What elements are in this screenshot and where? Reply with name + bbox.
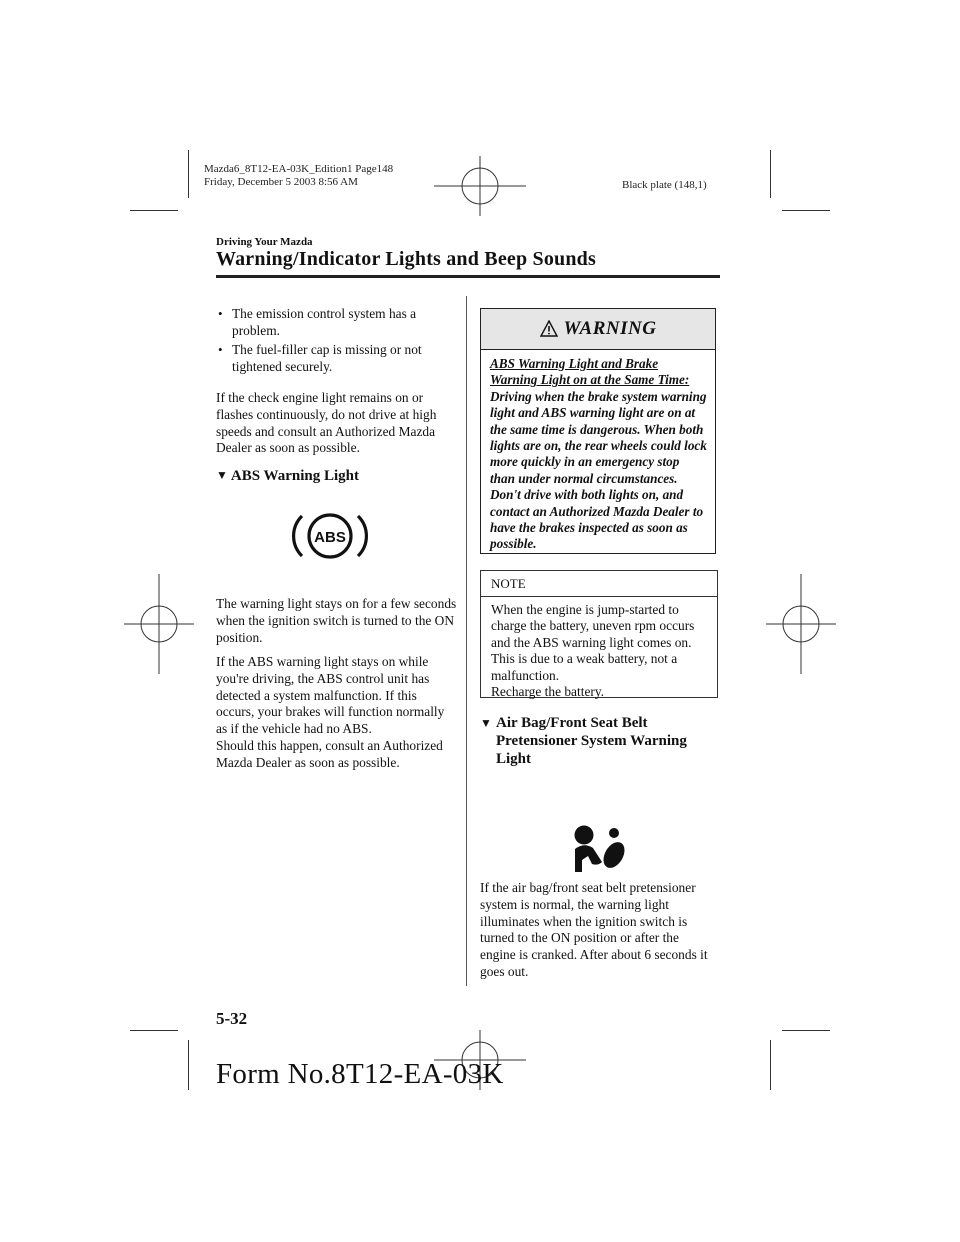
note-title: NOTE (481, 571, 717, 597)
airbag-heading: ▼ Air Bag/Front Seat Belt Pretensioner System Warning Light (480, 715, 687, 767)
airbag-warning-icon (568, 822, 628, 878)
paragraph-abs-malfunction: If the ABS warning light stays on while you're driving, the ABS control unit has detected a system malfunction. If this occurs, your brakes will function normally as if the vehicle had no ABS. Should this happen, consult an Authorized Mazda Dealer as soon as possible. (216, 654, 445, 770)
abs-warning-icon (292, 508, 368, 564)
section-label: Driving Your Mazda (216, 236, 313, 248)
print-meta-file: Mazda6_8T12-EA-03K_Edition1 Page148 (204, 163, 394, 175)
note-box (480, 570, 718, 698)
column-divider (466, 296, 467, 986)
page-title: Warning/Indicator Lights and Beep Sounds (216, 248, 596, 270)
bullet-icon: • (218, 342, 223, 357)
crop-mark (782, 210, 830, 211)
warning-header (481, 309, 715, 350)
triangle-down-icon: ▼ (480, 716, 492, 730)
bullet-icon: • (218, 306, 223, 321)
triangle-down-icon: ▼ (216, 468, 228, 482)
crop-mark (770, 150, 771, 198)
warning-box (480, 308, 716, 554)
list-item: • The fuel-filler cap is missing or not tightened securely. (218, 342, 422, 374)
note-body: When the engine is jump-started to charge the battery, uneven rpm occurs and the ABS warning light comes on. This is due to a weak battery, not a malfunction. Recharge the battery. (491, 602, 695, 700)
page-number: 5-32 (216, 1009, 248, 1028)
registration-mark-top (434, 156, 526, 216)
paragraph-abs-on: The warning light stays on for a few seconds when the ignition switch is turned to the ON position. (216, 596, 457, 645)
print-meta-date: Friday, December 5 2003 8:56 AM (204, 176, 358, 188)
crop-mark (782, 1030, 830, 1031)
registration-mark-right (766, 574, 836, 674)
warning-body (481, 350, 715, 553)
header-rule (216, 275, 720, 278)
paragraph-check-engine: If the check engine light remains on or flashes continuously, do not drive at high speeds and consult an Authorized Mazda Dealer as soon as possible. (216, 390, 437, 456)
registration-mark-left (124, 574, 194, 674)
paragraph-airbag: If the air bag/front seat belt pretensioner system is normal, the warning light illuminates when the ignition switch is turned to the ON position or after the engine is cranked. After about 6 seconds it goes out. (480, 880, 708, 979)
warning-title: WARNING (563, 318, 657, 339)
abs-heading: ▼ ABS Warning Light (216, 468, 359, 484)
crop-mark (130, 210, 178, 211)
warning-triangle-icon (540, 320, 558, 338)
list-item: • The emission control system has a problem. (218, 306, 417, 338)
warning-subtitle: ABS Warning Light and Brake Warning Light on at the Same Time: (490, 356, 690, 388)
crop-mark (188, 150, 189, 198)
warning-text: Driving when the brake system warning light and ABS warning light are on at the same time is dangerous. When both lights are on, the rear wheels could lock more quickly in an emergency stop than under normal circumstances. Don't drive with both lights on, and contact an Authorized Mazda Dealer to have the brakes inspected as soon as possible. (490, 388, 707, 552)
print-meta-plate: Black plate (148,1) (622, 179, 707, 191)
crop-mark (188, 1040, 189, 1090)
abs-icon-text: ABS (314, 529, 346, 546)
form-number: Form No.8T12-EA-03K (216, 1058, 504, 1090)
crop-mark (130, 1030, 178, 1031)
crop-mark (770, 1040, 771, 1090)
